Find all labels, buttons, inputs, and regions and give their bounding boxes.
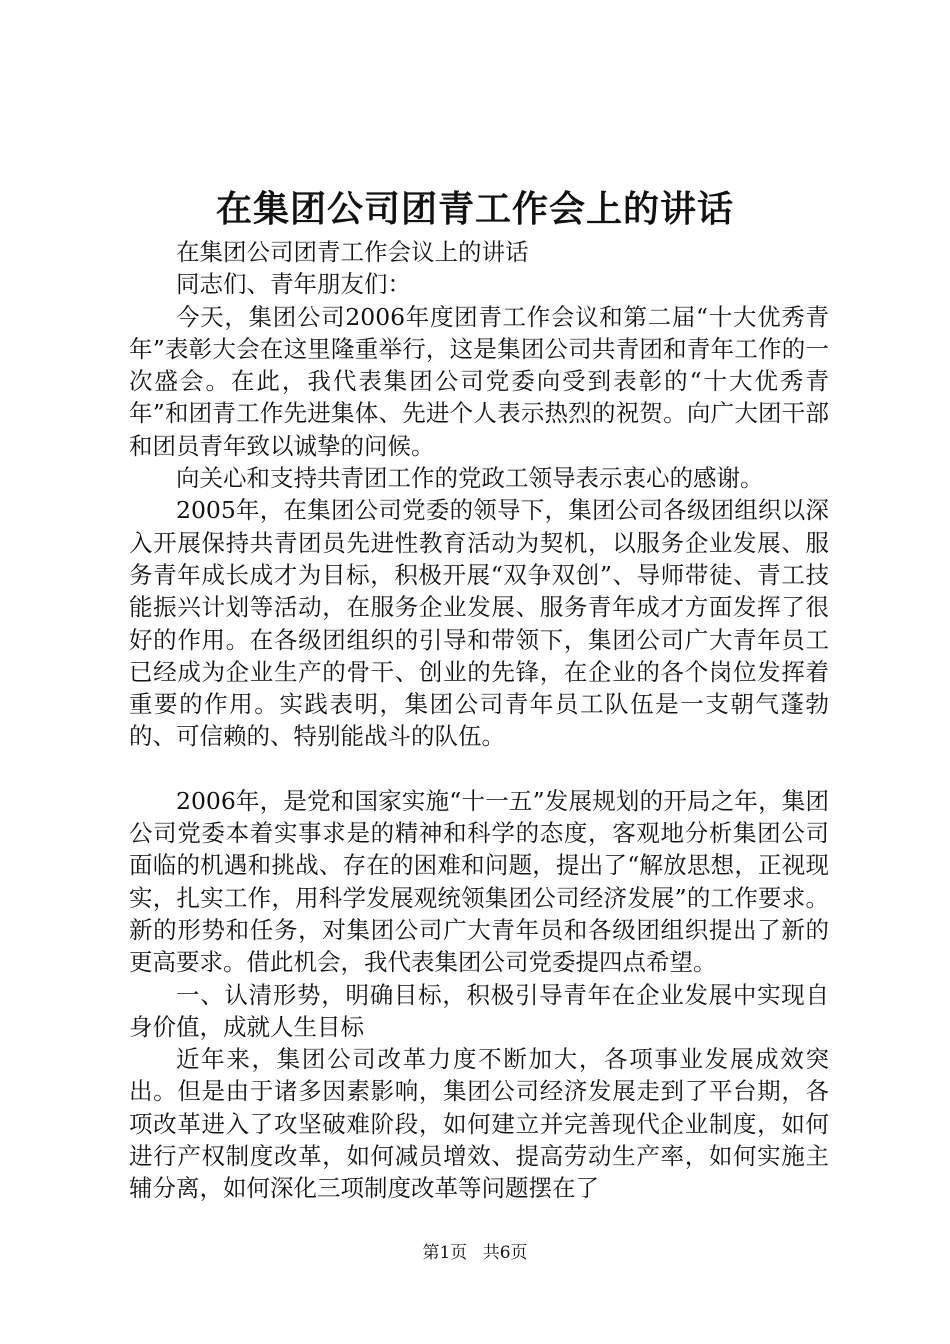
salutation-paragraph: 同志们、青年朋友们： — [176, 270, 411, 299]
page-number-total: 共6页 — [482, 1243, 528, 1263]
body-paragraph: 近年来，集团公司改革力度不断加大，各项事业发展成效突出。但是由于诸多因素影响，集团公司经济发展走到了平台期，各项改革进入了攻坚破难阶段，如何建立并完善现代企业制度，如何进行产权制度改革，如何减员增效、提高劳动生产率，如何实施主辅分离，如何深化三项制度改革等问题摆在了 — [129, 1045, 829, 1203]
body-paragraph: 今天，集团公司2006年度团青工作会议和第二届“十大优秀青年”表彰大会在这里隆重举行，这是集团公司共青团和青年工作的一次盛会。在此，我代表集团公司党委向受到表彰的“十大优秀青年”和团青工作先进集体、先进个人表示热烈的祝贺。向广大团干部和团员青年致以诚挚的问候。 — [129, 302, 829, 460]
speech-heading-line: 在集团公司团青工作会议上的讲话 — [176, 238, 529, 266]
page-footer — [0, 1242, 950, 1264]
body-paragraph: 2006年，是党和国家实施“十一五”发展规划的开局之年，集团公司党委本着实事求是的精神和科学的态度，客观地分析集团公司面临的机遇和挑战、存在的困难和问题，提出了“解放思想，正视现实，扎实工作，用科学发展观统领集团公司经济发展”的工作要求。新的形势和任务，对集团公司广大青年员和各级团组织提出了新的更高要求。借此机会，我代表集团公司党委提四点希望。 — [129, 786, 829, 977]
body-paragraph: 2005年，在集团公司党委的领导下，集团公司各级团组织以深入开展保持共青团员先进性教育活动为契机，以服务企业发展、服务青年成长成才为目标，积极开展“双争双创”、导师带徒、青工技能振兴计划等活动，在服务企业发展、服务青年成才方面发挥了很好的作用。在各级团组织的引导和带领下，集团公司广大青年员工已经成为企业生产的骨干、创业的先锋，在企业的各个岗位发挥着重要的作用。实践表明，集团公司青年员工队伍是一支朝气蓬勃的、可信赖的、特别能战斗的队伍。 — [129, 496, 829, 751]
document-body — [129, 236, 829, 1205]
page-number-current: 第1页 — [422, 1243, 468, 1263]
section-heading-paragraph: 一、认清形势，明确目标，积极引导青年在企业发展中实现自身价值，成就人生目标 — [129, 980, 829, 1041]
body-paragraph: 向关心和支持共青团工作的党政工领导表示衷心的感谢。 — [176, 464, 764, 493]
document-title: 在集团公司团青工作会上的讲话 — [215, 189, 734, 230]
